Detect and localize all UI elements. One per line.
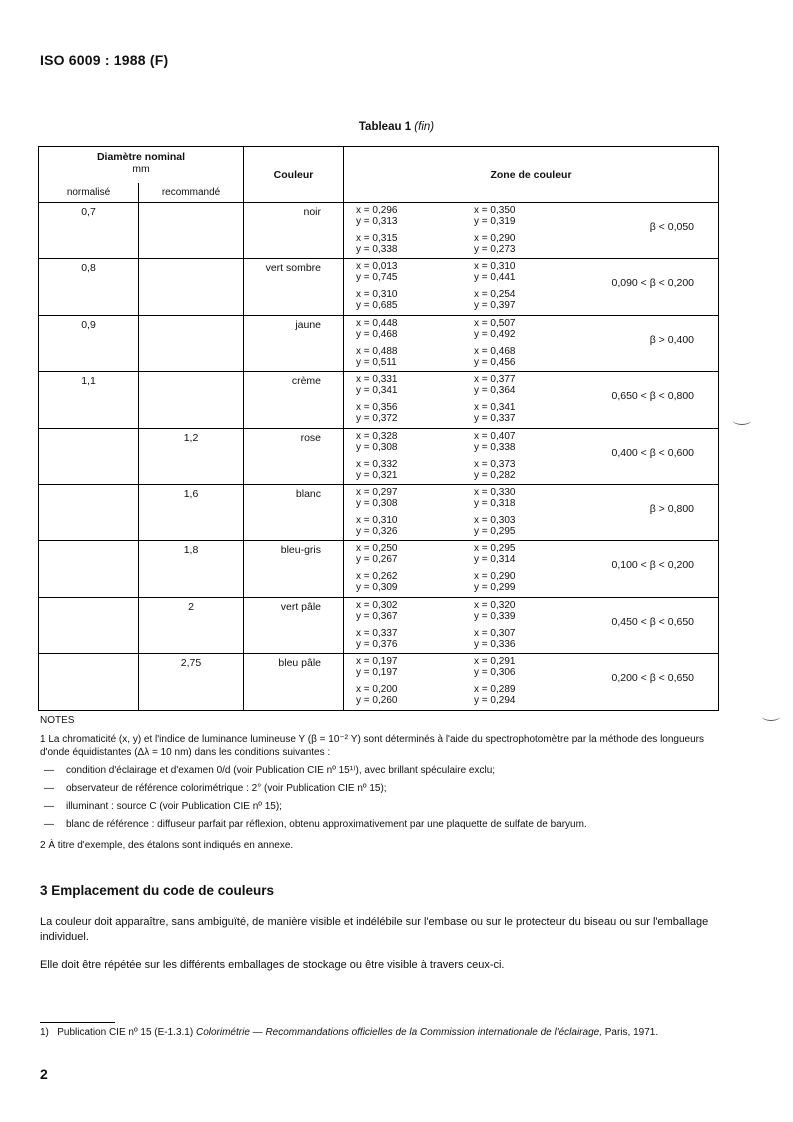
table-row bbox=[39, 203, 719, 259]
coords-left bbox=[356, 600, 456, 650]
footnote-title: Colorimétrie — Recommandations officielles de la Commission internationale de l'éclairage, bbox=[195, 1027, 602, 1038]
coordinate: y = 0,376 bbox=[356, 638, 398, 650]
cell-recommande: 2,75 bbox=[139, 654, 244, 710]
coordinate: x = 0,331 bbox=[356, 374, 398, 386]
coords-right bbox=[474, 374, 574, 424]
coords-left bbox=[356, 543, 456, 593]
coordinate: y = 0,468 bbox=[356, 328, 398, 340]
section-body bbox=[40, 915, 730, 986]
beta-range: β < 0,050 bbox=[649, 221, 695, 233]
beta-range: 0,100 < β < 0,200 bbox=[611, 559, 695, 572]
coords-left bbox=[356, 205, 456, 255]
coordinate: x = 0,197 bbox=[356, 656, 398, 668]
coordinate: y = 0,372 bbox=[356, 413, 398, 425]
coordinate: x = 0,289 bbox=[474, 684, 516, 696]
header-zone: Zone de couleur bbox=[344, 147, 719, 203]
cell-zone bbox=[344, 203, 719, 259]
coordinate: y = 0,282 bbox=[474, 469, 516, 481]
coordinate: x = 0,297 bbox=[356, 486, 398, 498]
cell-recommande bbox=[139, 259, 244, 315]
coordinate: y = 0,295 bbox=[474, 525, 516, 537]
coordinate: x = 0,295 bbox=[474, 543, 516, 555]
table-row bbox=[39, 372, 719, 428]
cell-couleur: vert sombre bbox=[244, 259, 344, 315]
header-normalise: normalisé bbox=[39, 183, 139, 203]
cell-zone bbox=[344, 315, 719, 371]
footnote-end: Paris, 1971. bbox=[604, 1027, 659, 1038]
beta-range: 0,400 < β < 0,600 bbox=[611, 446, 695, 459]
coordinate: y = 0,492 bbox=[474, 328, 516, 340]
coordinate: y = 0,314 bbox=[474, 554, 516, 566]
note-item-text: blanc de référence : diffuseur parfait par réflexion, obtenu approximativement par une plaquette de sulfate de baryum. bbox=[66, 819, 587, 830]
cell-zone bbox=[344, 259, 719, 315]
table-caption bbox=[0, 121, 793, 133]
cell-recommande: 1,6 bbox=[139, 484, 244, 540]
cell-recommande bbox=[139, 372, 244, 428]
coordinate: y = 0,197 bbox=[356, 667, 398, 679]
note-item-text: condition d'éclairage et d'examen 0/d (voir Publication CIE nº 15¹⁾), avec brillant spéculaire exclu; bbox=[66, 765, 496, 776]
section-paragraph: La couleur doit apparaître, sans ambiguïté, de manière visible et indélébile sur l'embase ou sur le protecteur du biseau ou sur l'emballage individuel. bbox=[40, 916, 709, 943]
beta-range: 0,650 < β < 0,800 bbox=[611, 390, 695, 403]
coordinate: y = 0,306 bbox=[474, 667, 516, 679]
coordinate: x = 0,337 bbox=[356, 627, 398, 639]
coordinate: x = 0,254 bbox=[474, 289, 516, 301]
coordinate: y = 0,294 bbox=[474, 695, 516, 707]
cell-normalise: 0,8 bbox=[39, 259, 139, 315]
coordinate: x = 0,448 bbox=[356, 317, 398, 329]
coordinate: y = 0,321 bbox=[356, 469, 398, 481]
table-row bbox=[39, 259, 719, 315]
coordinate: x = 0,332 bbox=[356, 458, 398, 470]
page-number: 2 bbox=[40, 1066, 48, 1082]
coords-right bbox=[474, 487, 574, 537]
table-caption-suffix: (fin) bbox=[414, 121, 435, 133]
coordinate: x = 0,377 bbox=[474, 374, 516, 386]
cell-zone bbox=[344, 428, 719, 484]
coordinate: y = 0,260 bbox=[356, 695, 398, 707]
note-item: — condition d'éclairage et d'examen 0/d (voir Publication CIE nº 15¹⁾), avec brillant spéculaire exclu; bbox=[44, 765, 496, 776]
coordinate: x = 0,296 bbox=[356, 205, 398, 216]
header-recommande: recommandé bbox=[139, 183, 244, 203]
cell-couleur: jaune bbox=[244, 315, 344, 371]
cell-couleur: blanc bbox=[244, 484, 344, 540]
cell-recommande: 1,2 bbox=[139, 428, 244, 484]
cell-zone bbox=[344, 372, 719, 428]
coords-right bbox=[474, 318, 574, 368]
cell-normalise bbox=[39, 654, 139, 710]
cell-couleur: vert pâle bbox=[244, 597, 344, 653]
coordinate: x = 0,468 bbox=[474, 345, 516, 357]
coordinate: y = 0,338 bbox=[356, 244, 398, 255]
coordinate: x = 0,250 bbox=[356, 543, 398, 555]
header-diameter bbox=[39, 147, 244, 184]
beta-range: β > 0,800 bbox=[649, 502, 695, 515]
coordinate: y = 0,397 bbox=[474, 300, 516, 312]
cell-recommande: 2 bbox=[139, 597, 244, 653]
beta-range: β > 0,400 bbox=[649, 333, 695, 346]
coordinate: y = 0,341 bbox=[356, 385, 398, 397]
coordinate: x = 0,291 bbox=[474, 656, 516, 668]
table-body bbox=[39, 203, 719, 711]
cell-couleur: bleu pâle bbox=[244, 654, 344, 710]
coords-left bbox=[356, 431, 456, 481]
cell-normalise bbox=[39, 484, 139, 540]
coordinate: y = 0,318 bbox=[474, 497, 516, 509]
coordinate: y = 0,336 bbox=[474, 638, 516, 650]
header-couleur: Couleur bbox=[244, 147, 344, 203]
margin-mark bbox=[733, 416, 751, 425]
cell-normalise: 0,9 bbox=[39, 315, 139, 371]
notes-heading: NOTES bbox=[40, 715, 75, 726]
coordinate: y = 0,326 bbox=[356, 525, 398, 537]
note-item-text: illuminant : source C (voir Publication CIE nº 15); bbox=[66, 801, 282, 812]
coordinate: x = 0,407 bbox=[474, 430, 516, 442]
coords-right bbox=[474, 261, 574, 311]
coords-right bbox=[474, 205, 574, 255]
coordinate: x = 0,315 bbox=[356, 233, 398, 244]
coordinate: y = 0,367 bbox=[356, 610, 398, 622]
footnote-rule bbox=[40, 1022, 115, 1023]
table-row bbox=[39, 428, 719, 484]
cell-zone bbox=[344, 484, 719, 540]
coordinate: x = 0,310 bbox=[356, 514, 398, 526]
coords-right bbox=[474, 431, 574, 481]
footnote-text: Publication CIE nº 15 (E-1.3.1) bbox=[57, 1027, 194, 1038]
coords-left bbox=[356, 318, 456, 368]
cell-normalise: 1,1 bbox=[39, 372, 139, 428]
document-reference: ISO 6009 : 1988 (F) bbox=[40, 52, 169, 68]
coordinate: x = 0,200 bbox=[356, 684, 398, 696]
coordinate: y = 0,308 bbox=[356, 441, 398, 453]
coordinate: y = 0,313 bbox=[356, 216, 398, 227]
cell-couleur: rose bbox=[244, 428, 344, 484]
section-paragraph: Elle doit être répétée sur les différents emballages de stockage ou être visible à travers ceux-ci. bbox=[40, 959, 505, 971]
cell-zone bbox=[344, 541, 719, 597]
coordinate: x = 0,356 bbox=[356, 402, 398, 414]
coordinate: y = 0,337 bbox=[474, 413, 516, 425]
coordinate: x = 0,373 bbox=[474, 458, 516, 470]
table-row bbox=[39, 541, 719, 597]
beta-range: 0,450 < β < 0,650 bbox=[611, 615, 695, 628]
coordinate: x = 0,507 bbox=[474, 317, 516, 329]
coordinate: x = 0,488 bbox=[356, 345, 398, 357]
coordinate: y = 0,309 bbox=[356, 582, 398, 594]
coordinate: x = 0,310 bbox=[356, 289, 398, 301]
coordinate: x = 0,328 bbox=[356, 430, 398, 442]
table-caption-main: Tableau 1 bbox=[358, 121, 412, 133]
coords-left bbox=[356, 374, 456, 424]
coordinate: y = 0,685 bbox=[356, 300, 398, 312]
cell-normalise bbox=[39, 428, 139, 484]
beta-range: 0,200 < β < 0,650 bbox=[611, 672, 695, 685]
color-code-table bbox=[38, 146, 719, 711]
cell-zone bbox=[344, 654, 719, 710]
cell-couleur: bleu-gris bbox=[244, 541, 344, 597]
margin-mark bbox=[762, 712, 780, 721]
note-item: — illuminant : source C (voir Publication CIE nº 15); bbox=[44, 801, 282, 812]
note-1: 1 La chromaticité (x, y) et l'indice de luminance lumineuse Y (β = 10⁻² Y) sont déterminés à l'aide du spectrophotomètre par la méthode des longueurs d'onde équidistantes (Δλ = 10 nm) dans les conditions suivantes : bbox=[40, 734, 704, 758]
coordinate: y = 0,364 bbox=[474, 385, 516, 397]
coordinate: y = 0,338 bbox=[474, 441, 516, 453]
coordinate: y = 0,299 bbox=[474, 582, 516, 594]
cell-normalise bbox=[39, 541, 139, 597]
coordinate: x = 0,013 bbox=[356, 261, 398, 273]
coordinate: y = 0,273 bbox=[474, 244, 516, 255]
header-diameter-label: Diamètre nominal bbox=[96, 151, 186, 163]
coordinate: y = 0,308 bbox=[356, 497, 398, 509]
coordinate: y = 0,441 bbox=[474, 272, 516, 284]
coords-right bbox=[474, 600, 574, 650]
header-unit: mm bbox=[132, 163, 150, 175]
coords-left bbox=[356, 261, 456, 311]
coordinate: x = 0,303 bbox=[474, 514, 516, 526]
footnote-marker: 1) bbox=[40, 1027, 49, 1038]
cell-couleur: crème bbox=[244, 372, 344, 428]
coordinate: y = 0,267 bbox=[356, 554, 398, 566]
coordinate: x = 0,330 bbox=[474, 486, 516, 498]
section-title: 3 Emplacement du code de couleurs bbox=[40, 883, 275, 898]
coordinate: y = 0,511 bbox=[356, 356, 397, 368]
coords-left bbox=[356, 487, 456, 537]
cell-recommande: 1,8 bbox=[139, 541, 244, 597]
coordinate: y = 0,339 bbox=[474, 610, 516, 622]
coordinate: y = 0,745 bbox=[356, 272, 398, 284]
coordinate: x = 0,310 bbox=[474, 261, 516, 273]
table-row bbox=[39, 484, 719, 540]
note-item: — observateur de référence colorimétrique : 2° (voir Publication CIE nº 15); bbox=[44, 783, 387, 794]
coords-right bbox=[474, 543, 574, 593]
coordinate: x = 0,290 bbox=[474, 571, 516, 583]
coords-left bbox=[356, 656, 456, 706]
cell-recommande bbox=[139, 315, 244, 371]
cell-couleur: noir bbox=[244, 203, 344, 259]
note-item-text: observateur de référence colorimétrique : 2° (voir Publication CIE nº 15); bbox=[66, 783, 387, 794]
cell-recommande bbox=[139, 203, 244, 259]
coordinate: x = 0,290 bbox=[474, 233, 516, 244]
coordinate: x = 0,262 bbox=[356, 571, 398, 583]
coordinate: y = 0,319 bbox=[474, 216, 516, 227]
beta-range: 0,090 < β < 0,200 bbox=[611, 277, 695, 290]
cell-normalise bbox=[39, 597, 139, 653]
table-row bbox=[39, 654, 719, 710]
notes-block bbox=[40, 714, 720, 857]
table-row bbox=[39, 597, 719, 653]
coordinate: x = 0,307 bbox=[474, 627, 516, 639]
coords-right bbox=[474, 656, 574, 706]
coordinate: y = 0,456 bbox=[474, 356, 516, 368]
footnote bbox=[40, 1027, 658, 1038]
coordinate: x = 0,302 bbox=[356, 599, 398, 611]
cell-normalise: 0,7 bbox=[39, 203, 139, 259]
coordinate: x = 0,320 bbox=[474, 599, 516, 611]
table-row bbox=[39, 315, 719, 371]
note-2: 2 À titre d'exemple, des étalons sont indiqués en annexe. bbox=[40, 840, 294, 851]
coordinate: x = 0,350 bbox=[474, 205, 516, 216]
coordinate: x = 0,341 bbox=[474, 402, 516, 414]
cell-zone bbox=[344, 597, 719, 653]
note-item: — blanc de référence : diffuseur parfait par réflexion, obtenu approximativement par une plaquette de sulfate de baryum. bbox=[44, 819, 587, 830]
